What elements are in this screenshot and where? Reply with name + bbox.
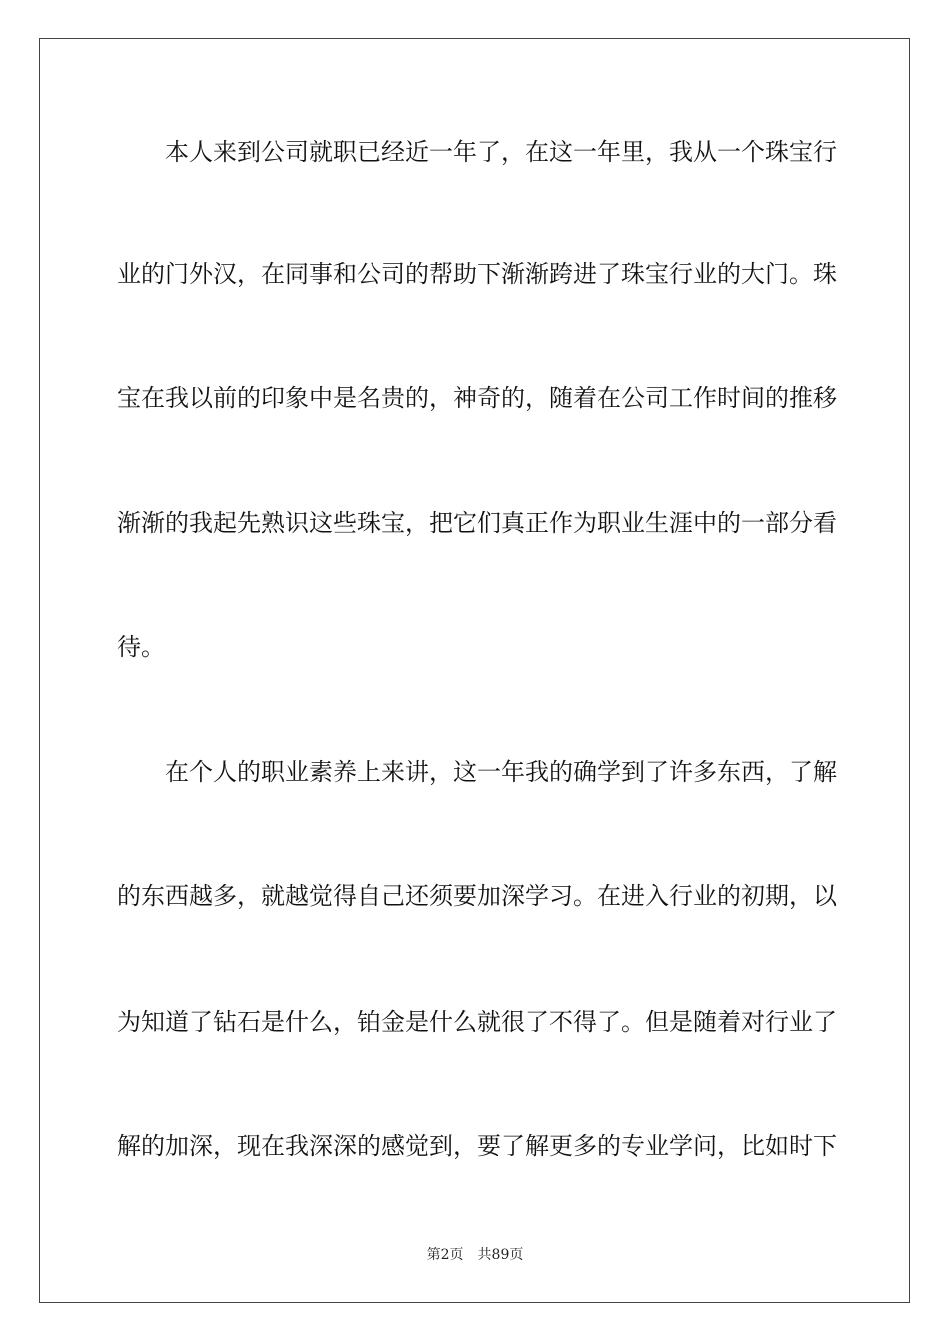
paragraph-line: 宝在我以前的印象中是名贵的，神奇的，随着在公司工作时间的推移 (117, 384, 837, 412)
paragraph-line: 的东西越多，就越觉得自己还须要加深学习。在进入行业的初期，以 (117, 882, 837, 910)
paragraph-line: 渐渐的我起先熟识这些珠宝，把它们真正作为职业生涯中的一部分看 (117, 509, 837, 537)
paragraph-line: 本人来到公司就职已经近一年了，在这一年里，我从一个珠宝行 (117, 138, 837, 166)
page-number-footer: 第2页 共89页 (426, 1247, 524, 1263)
paragraph-line: 为知道了钻石是什么，铂金是什么就很了不得了。但是随着对行业了 (117, 1008, 837, 1036)
paragraph-line: 解的加深，现在我深深的感觉到，要了解更多的专业学问，比如时下 (117, 1132, 837, 1160)
paragraph-line: 业的门外汉，在同事和公司的帮助下渐渐跨进了珠宝行业的大门。珠 (117, 260, 837, 288)
page-border (39, 38, 910, 1303)
paragraph-line: 待。 (117, 633, 165, 661)
paragraph-line: 在个人的职业素养上来讲，这一年我的确学到了许多东西，了解 (117, 758, 837, 786)
